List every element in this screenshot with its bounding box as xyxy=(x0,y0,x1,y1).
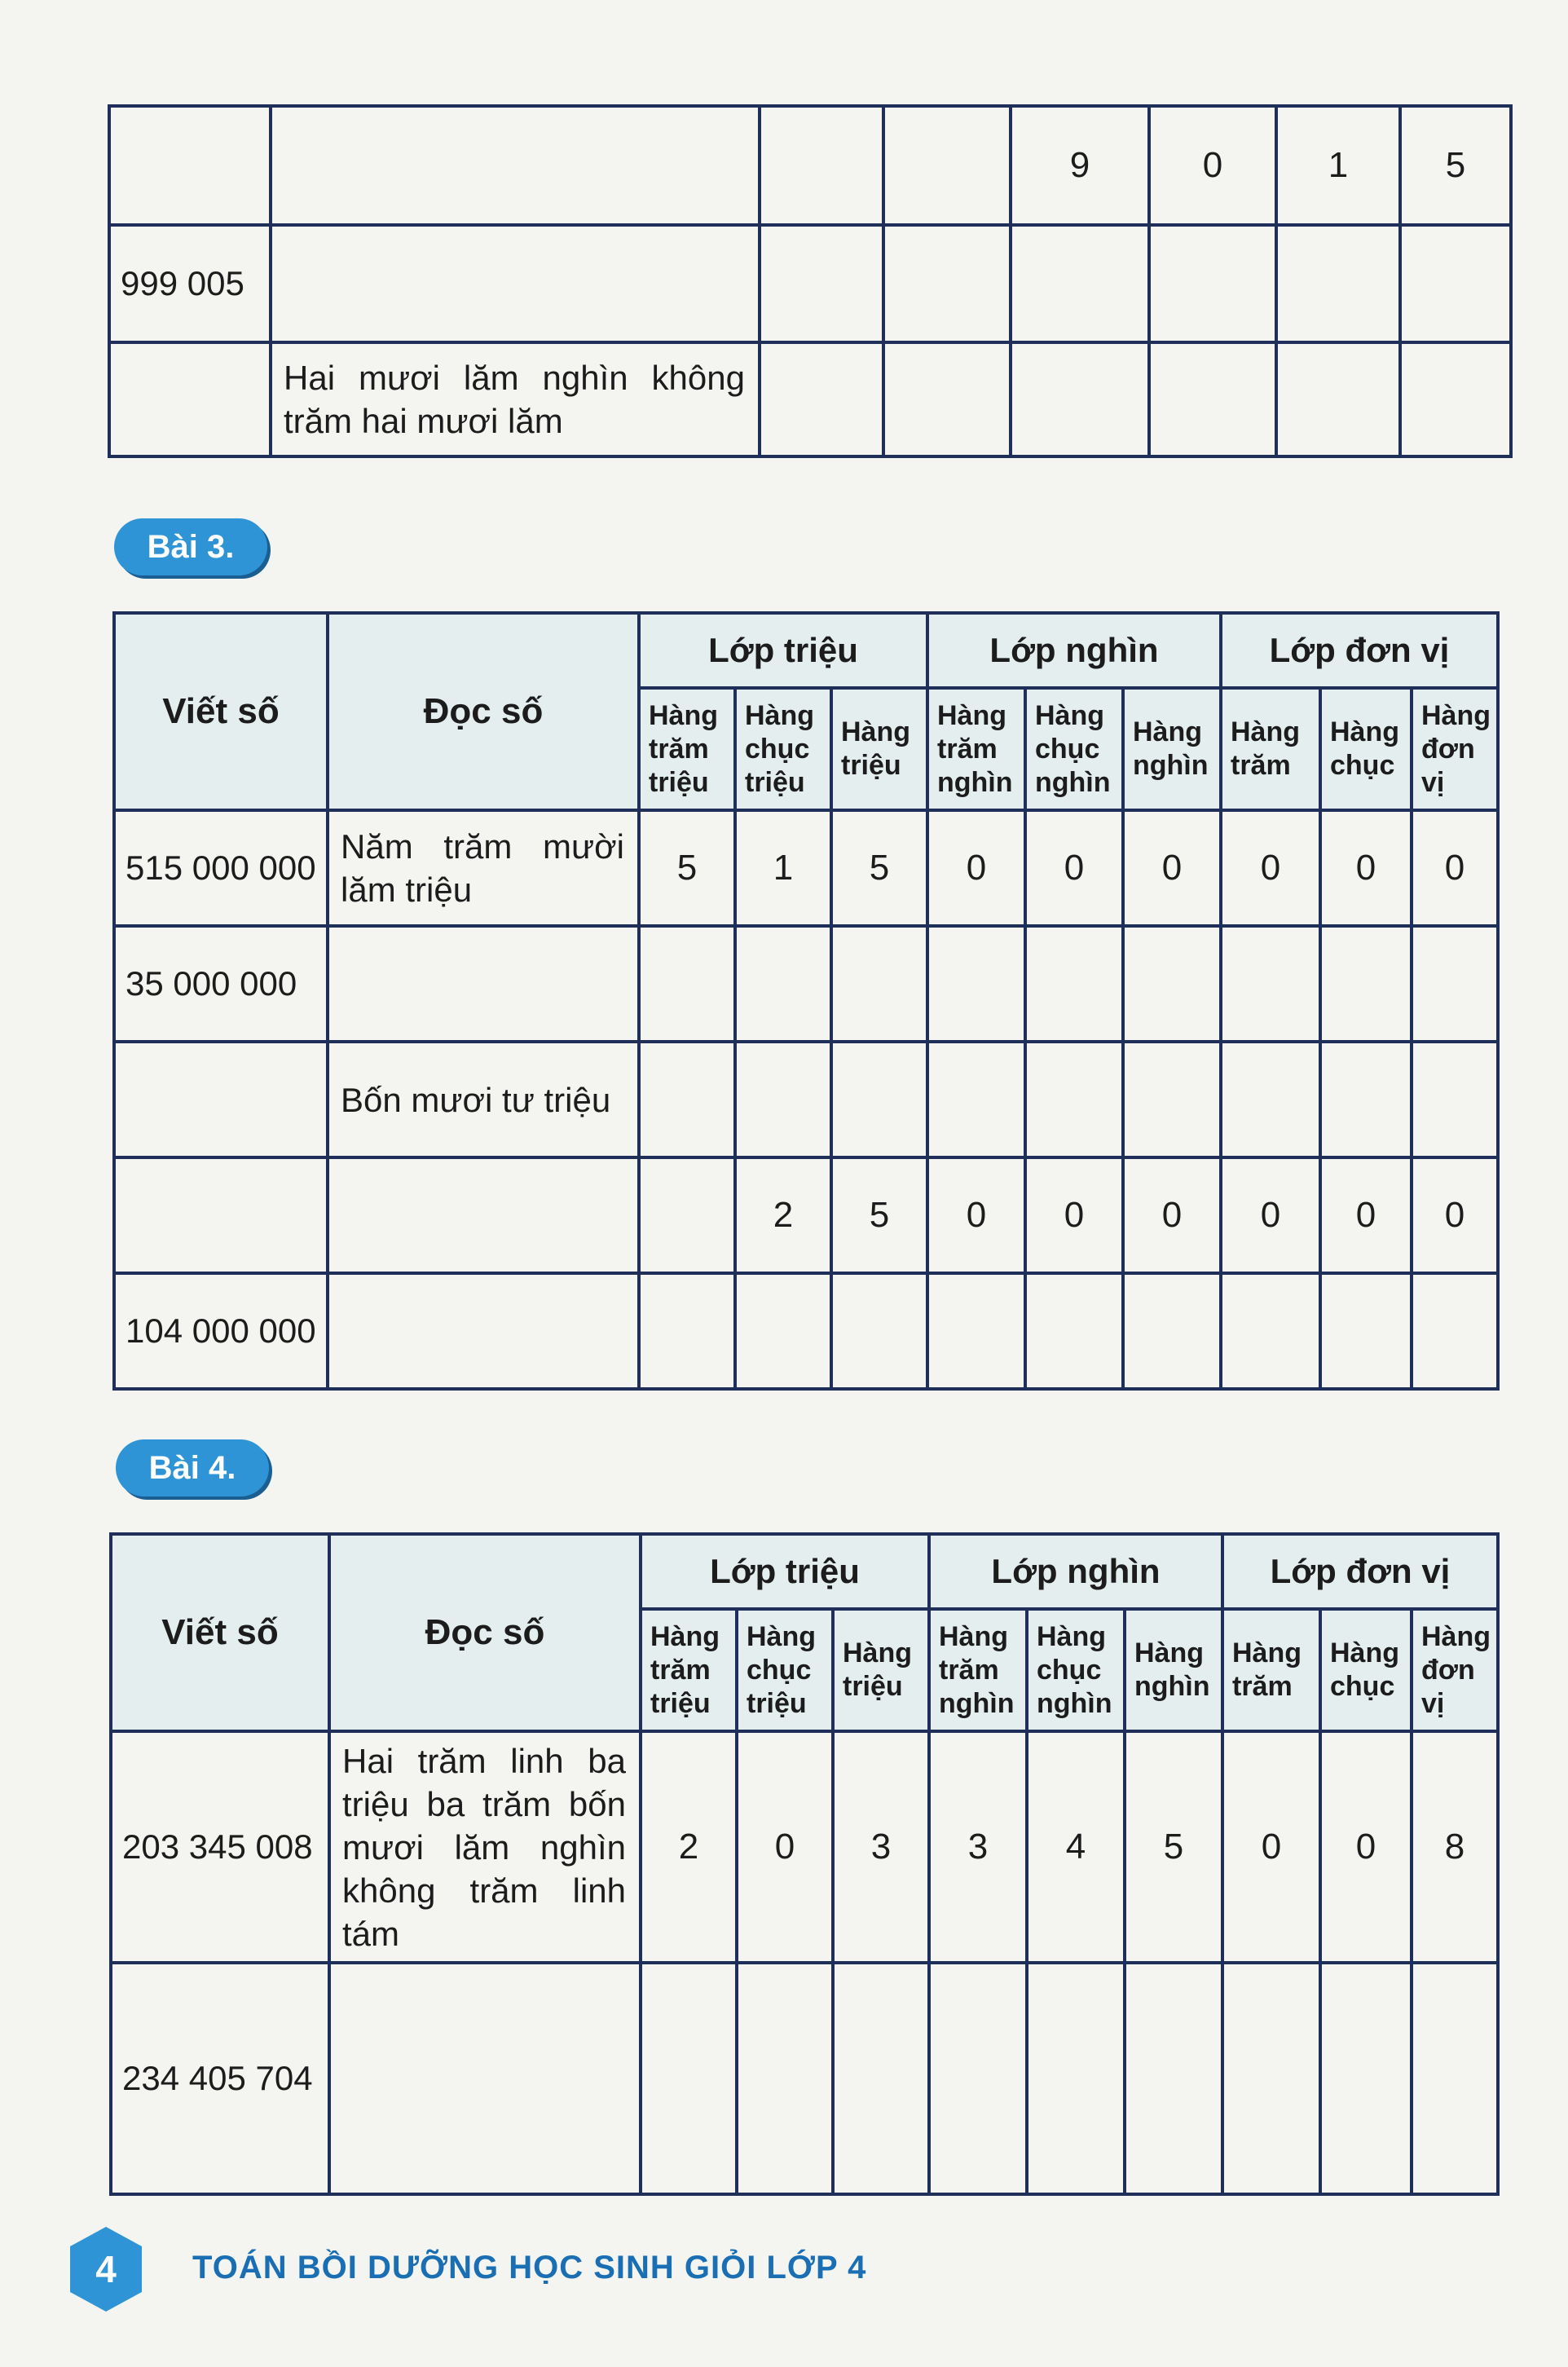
write-number-header: Viết số xyxy=(114,613,328,810)
digit-cell: 3 xyxy=(929,1731,1027,1963)
reading-cell: Hai trăm linh ba triệu ba trăm bốn mươi lăm nghìn không trăm linh tám xyxy=(329,1731,641,1963)
digit-cell xyxy=(1011,225,1149,342)
digit-cell: 0 xyxy=(1320,810,1412,926)
place-header: Hàng trăm triệu xyxy=(639,688,735,810)
digit-cell xyxy=(883,342,1011,456)
digit-cell xyxy=(927,926,1025,1042)
digit-cell xyxy=(1123,1273,1221,1389)
table-row xyxy=(114,1157,1498,1273)
digit-cell xyxy=(1025,926,1123,1042)
place-header: Hàng nghìn xyxy=(1123,688,1221,810)
digit-cell xyxy=(639,1042,735,1157)
digit-cell xyxy=(1149,225,1276,342)
exercise-3-label: Bài 3. xyxy=(114,518,267,575)
read-number-header: Đọc số xyxy=(329,1534,641,1731)
digit-cell: 9 xyxy=(1011,106,1149,225)
number-cell xyxy=(114,1042,328,1157)
digit-cell: 0 xyxy=(1221,1157,1320,1273)
table-row xyxy=(114,1042,1498,1157)
digit-cell: 5 xyxy=(639,810,735,926)
table-row xyxy=(114,926,1498,1042)
table-row xyxy=(109,342,1511,456)
place-header: Hàng chục triệu xyxy=(735,688,831,810)
digit-cell xyxy=(1320,1963,1412,2194)
place-header: Hàng nghìn xyxy=(1125,1609,1222,1731)
digit-cell: 5 xyxy=(1125,1731,1222,1963)
digit-cell xyxy=(831,1042,927,1157)
digit-cell xyxy=(1412,1963,1498,2194)
reading-cell xyxy=(328,1157,639,1273)
digit-cell: 0 xyxy=(1123,810,1221,926)
digit-cell: 0 xyxy=(1149,106,1276,225)
exercise4-table xyxy=(109,1532,1500,2196)
digit-cell: 0 xyxy=(1412,1157,1498,1273)
place-header: Hàng trăm xyxy=(1221,688,1320,810)
digit-cell xyxy=(760,342,883,456)
digit-cell xyxy=(735,1042,831,1157)
digit-cell xyxy=(760,225,883,342)
digit-cell: 5 xyxy=(831,1157,927,1273)
table-row xyxy=(111,1731,1498,1963)
digit-cell xyxy=(1027,1963,1125,2194)
place-header: Hàng triệu xyxy=(831,688,927,810)
digit-cell xyxy=(1123,926,1221,1042)
digit-cell: 5 xyxy=(831,810,927,926)
place-header: Hàng triệu xyxy=(833,1609,929,1731)
digit-cell: 2 xyxy=(641,1731,737,1963)
digit-cell: 0 xyxy=(1222,1731,1320,1963)
class-units-header: Lớp đơn vị xyxy=(1222,1534,1498,1609)
reading-cell: Năm trăm mười lăm triệu xyxy=(328,810,639,926)
place-header: Hàng chục nghìn xyxy=(1027,1609,1125,1731)
digit-cell xyxy=(735,1273,831,1389)
digit-cell xyxy=(737,1963,833,2194)
digit-cell xyxy=(760,106,883,225)
read-number-header: Đọc số xyxy=(328,613,639,810)
digit-cell: 1 xyxy=(1276,106,1400,225)
digit-cell: 8 xyxy=(1412,1731,1498,1963)
digit-cell: 0 xyxy=(1412,810,1498,926)
digit-cell: 2 xyxy=(735,1157,831,1273)
digit-cell xyxy=(1221,926,1320,1042)
reading-cell: Hai mươi lăm nghìn không trăm hai mươi lăm xyxy=(271,342,760,456)
number-cell xyxy=(109,106,271,225)
exercise3-table xyxy=(112,611,1500,1391)
digit-cell: 5 xyxy=(1400,106,1511,225)
number-cell: 35 000 000 xyxy=(114,926,328,1042)
digit-cell: 0 xyxy=(1123,1157,1221,1273)
digit-cell xyxy=(1221,1273,1320,1389)
digit-cell xyxy=(1412,926,1498,1042)
digit-cell: 0 xyxy=(1320,1731,1412,1963)
digit-cell: 0 xyxy=(1025,810,1123,926)
digit-cell: 0 xyxy=(737,1731,833,1963)
digit-cell xyxy=(927,1042,1025,1157)
place-header: Hàng trăm triệu xyxy=(641,1609,737,1731)
digit-cell: 0 xyxy=(927,810,1025,926)
reading-cell xyxy=(328,926,639,1042)
digit-cell xyxy=(1320,1273,1412,1389)
digit-cell xyxy=(1400,225,1511,342)
class-thousands-header: Lớp nghìn xyxy=(927,613,1221,688)
digit-cell: 1 xyxy=(735,810,831,926)
digit-cell xyxy=(1123,1042,1221,1157)
digit-cell xyxy=(1400,342,1511,456)
digit-cell xyxy=(1276,342,1400,456)
reading-cell xyxy=(329,1963,641,2194)
digit-cell xyxy=(1011,342,1149,456)
digit-cell xyxy=(833,1963,929,2194)
place-header: Hàng đơn vị xyxy=(1412,688,1498,810)
class-units-header: Lớp đơn vị xyxy=(1221,613,1498,688)
table-row xyxy=(114,1273,1498,1389)
reading-cell xyxy=(328,1273,639,1389)
book-title: TOÁN BỒI DƯỠNG HỌC SINH GIỎI LỚP 4 xyxy=(192,2250,867,2285)
table-row xyxy=(109,225,1511,342)
place-header: Hàng chục triệu xyxy=(737,1609,833,1731)
digit-cell: 0 xyxy=(1320,1157,1412,1273)
place-header: Hàng trăm xyxy=(1222,1609,1320,1731)
page-number-badge xyxy=(67,2224,145,2315)
digit-cell xyxy=(735,926,831,1042)
digit-cell xyxy=(831,926,927,1042)
exercise2-table xyxy=(108,104,1513,458)
digit-cell: 0 xyxy=(1221,810,1320,926)
digit-cell: 3 xyxy=(833,1731,929,1963)
digit-cell xyxy=(1025,1273,1123,1389)
place-header: Hàng chục nghìn xyxy=(1025,688,1123,810)
digit-cell xyxy=(639,1273,735,1389)
reading-cell xyxy=(271,106,760,225)
digit-cell: 0 xyxy=(1025,1157,1123,1273)
digit-cell: 0 xyxy=(927,1157,1025,1273)
digit-cell xyxy=(1149,342,1276,456)
digit-cell xyxy=(639,926,735,1042)
digit-cell xyxy=(639,1157,735,1273)
number-cell: 999 005 xyxy=(109,225,271,342)
table-row xyxy=(111,1963,1498,2194)
digit-cell xyxy=(1025,1042,1123,1157)
digit-cell xyxy=(883,106,1011,225)
place-header: Hàng chục xyxy=(1320,1609,1412,1731)
digit-cell xyxy=(927,1273,1025,1389)
digit-cell xyxy=(1320,926,1412,1042)
digit-cell xyxy=(883,225,1011,342)
class-millions-header: Lớp triệu xyxy=(639,613,927,688)
number-cell xyxy=(114,1157,328,1273)
digit-cell xyxy=(1276,225,1400,342)
table-row xyxy=(114,810,1498,926)
exercise-4-label: Bài 4. xyxy=(116,1439,269,1496)
number-cell: 104 000 000 xyxy=(114,1273,328,1389)
digit-cell xyxy=(641,1963,737,2194)
digit-cell xyxy=(1125,1963,1222,2194)
place-header: Hàng đơn vị xyxy=(1412,1609,1498,1731)
number-cell xyxy=(109,342,271,456)
digit-cell xyxy=(929,1963,1027,2194)
table-row xyxy=(109,106,1511,225)
digit-cell: 4 xyxy=(1027,1731,1125,1963)
place-header: Hàng chục xyxy=(1320,688,1412,810)
class-thousands-header: Lớp nghìn xyxy=(929,1534,1222,1609)
digit-cell xyxy=(1320,1042,1412,1157)
class-millions-header: Lớp triệu xyxy=(641,1534,929,1609)
reading-cell xyxy=(271,225,760,342)
place-header: Hàng trăm nghìn xyxy=(929,1609,1027,1731)
number-cell: 234 405 704 xyxy=(111,1963,329,2194)
digit-cell xyxy=(831,1273,927,1389)
reading-cell: Bốn mươi tư triệu xyxy=(328,1042,639,1157)
number-cell: 203 345 008 xyxy=(111,1731,329,1963)
digit-cell xyxy=(1412,1273,1498,1389)
digit-cell xyxy=(1412,1042,1498,1157)
page-number: 4 xyxy=(95,2248,117,2290)
digit-cell xyxy=(1222,1963,1320,2194)
place-header: Hàng trăm nghìn xyxy=(927,688,1025,810)
write-number-header: Viết số xyxy=(111,1534,329,1731)
digit-cell xyxy=(1221,1042,1320,1157)
number-cell: 515 000 000 xyxy=(114,810,328,926)
